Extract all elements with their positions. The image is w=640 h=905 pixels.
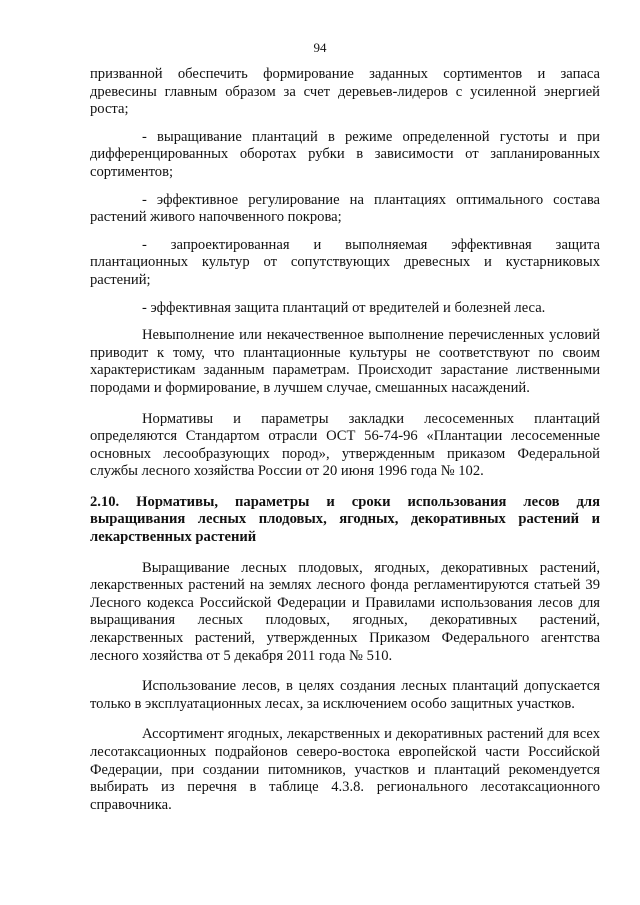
paragraph-seed-plantations: Нормативы и параметры закладки лесосеменных плантаций определяются Стандартом отрасли ОСТ 56-74-96 «Плантации лесосеменные основных лесообразующих пород», утвержденным приказом Федеральной службы лесного хозяйства России от 20 июня 1996 года № 102. bbox=[90, 410, 600, 480]
list-item-competition-control: - запроектированная и выполняемая эффективная защита плантационных культур от сопутствующих древесных и кустарниковых растений; bbox=[90, 236, 600, 288]
paragraph-regulation: Выращивание лесных плодовых, ягодных, декоративных растений, лекарственных растений на землях лесного фонда регламентируются статьей 39 Лесного кодекса Российской Федерации и Правилами использования лесов для выращивания лесных плодовых, ягодных, декоративных растений, лекарственных растений, утвержденных Приказом Федерального агентства лесного хозяйства от 5 декабря 2011 года № 510. bbox=[90, 559, 600, 664]
list-item-ground-cover: - эффективное регулирование на плантациях оптимального состава растений живого напочвенного покрова; bbox=[90, 191, 600, 226]
body-text bbox=[90, 66, 600, 814]
paragraph-forest-use: Использование лесов, в целях создания лесных плантаций допускается только в эксплуатационных лесах, за исключением особо защитных участков. bbox=[90, 678, 600, 712]
list-item-pest-protection: - эффективная защита плантаций от вредителей и болезней леса. bbox=[142, 299, 546, 316]
page-number: 94 bbox=[313, 40, 327, 55]
section-heading-2-10: 2.10. Нормативы, параметры и сроки использования лесов для выращивания лесных плодовых, ягодных, декоративных растений и лекарственных растений bbox=[90, 493, 600, 546]
paragraph-noncompliance: Невыполнение или некачественное выполнение перечисленных условий приводит к тому, что плантационные культуры не соответствуют по своим характеристикам заданным параметрам. Происходит зарастание лиственными породами и формирование, в лучшем случае, смешанных насаждений. bbox=[90, 327, 600, 396]
paragraph-continuation: призванной обеспечить формирование заданных сортиментов и запаса древесины главным образом за счет деревьев-лидеров с усиленной энергией роста; bbox=[90, 66, 600, 118]
paragraph-assortment: Ассортимент ягодных, лекарственных и декоративных растений для всех лесотаксационных подрайонов северо-востока европейской части Российской Федерации, при создании питомников, участков и плантаций рекомендуется выбирать из перечня в таблице 4.3.8. регионального лесотаксационного справочника. bbox=[90, 726, 600, 813]
list-item-thinning: - выращивание плантаций в режиме определенной густоты и при дифференцированных оборотах рубки в зависимости от запланированных сортиментов; bbox=[90, 128, 600, 180]
